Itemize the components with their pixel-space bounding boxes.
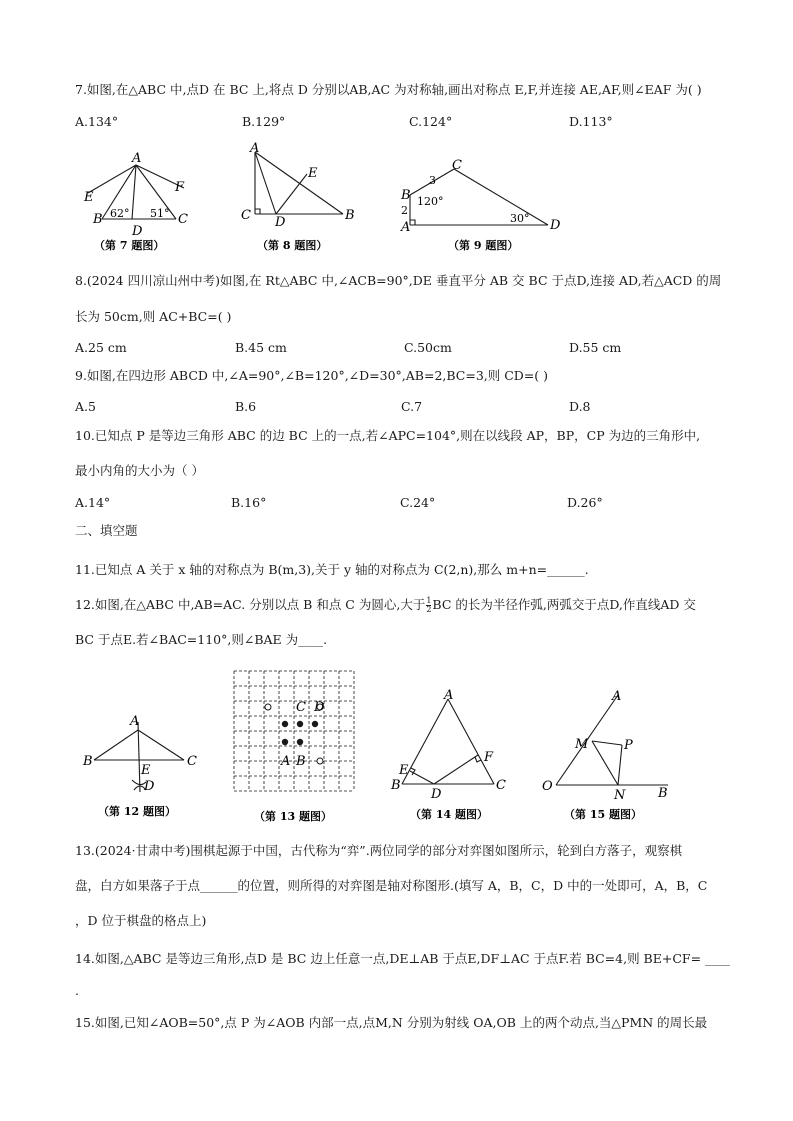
section-heading-fill-in: 二、填空题 <box>75 523 138 538</box>
fig12-label-d: D <box>144 779 155 794</box>
q10-option-c: C.24° <box>400 495 436 510</box>
q12-frac-numerator: 1 <box>426 596 432 605</box>
figure-7 <box>80 145 200 257</box>
q12-line1-part-b: BC 的长为半径作弧,两弧交于点D,作直线AD 交 <box>432 597 696 612</box>
fig9-label-d: D <box>550 218 561 233</box>
fig14-label-e: E <box>399 763 409 778</box>
fig8-label-a: A <box>250 141 260 156</box>
figure-12 <box>80 708 210 823</box>
figure-15 <box>536 685 676 825</box>
fig15-label-b: B <box>658 786 668 801</box>
fig12-caption: （第 12 题图） <box>98 805 176 818</box>
fig14-label-a: A <box>444 688 454 703</box>
q10-option-d: D.26° <box>567 495 603 510</box>
q9-text: 9.如图,在四边形 ABCD 中,∠A=90°,∠B=120°,∠D=30°,AB=2,BC=3,则 CD=( ) <box>75 368 549 383</box>
fig13-label-a: A <box>281 754 291 769</box>
fig15-caption: （第 15 题图） <box>564 808 642 821</box>
fig8-label-d: D <box>275 215 286 230</box>
q10-text-line1: 10.已知点 P 是等边三角形 ABC 的边 BC 上的一点,若∠APC=104°,则在以线段 AP，BP，CP 为边的三角形中, <box>75 428 701 443</box>
fig12-label-c: C <box>187 754 197 769</box>
fig14-label-d: D <box>431 787 442 802</box>
q12-text-line2: BC 于点E.若∠BAC=110°,则∠BAE 为____. <box>75 632 328 647</box>
q8-option-a: A.25 cm <box>75 340 127 355</box>
q8-option-b: B.45 cm <box>235 340 287 355</box>
fig15-label-o: O <box>542 779 553 794</box>
fig15-label-n: N <box>614 788 626 803</box>
fig7-label-f: F <box>175 180 185 195</box>
figure-14 <box>388 685 513 825</box>
q8-option-d: D.55 cm <box>569 340 622 355</box>
fig15-label-a: A <box>612 689 622 704</box>
q10-option-a: A.14° <box>75 495 111 510</box>
q12-line1-part-a: 12.如图,在△ABC 中,AB=AC. 分别以点 B 和点 C 为圆心,大于 <box>75 597 426 612</box>
fig13-label-d: D <box>314 700 325 715</box>
q13-text-line2: 盘，白方如果落子于点______的位置，则所得的对弈图是轴对称图形.(填写 A，B，C，D 中的一处即可，A，B，C <box>75 878 708 893</box>
figure-8 <box>235 140 365 257</box>
fig8-label-c: C <box>241 208 251 223</box>
fig13-caption: （第 13 题图） <box>254 810 332 823</box>
q14-text-line1: 14.如图,△ABC 是等边三角形,点D 是 BC 边上任意一点,DE⊥AB 于点E,DF⊥AC 于点F.若 BC=4,则 BE+CF= ____ <box>75 951 731 966</box>
figure-9 <box>398 155 568 257</box>
q9-option-c: C.7 <box>401 399 423 414</box>
fig7-angle-c: 51° <box>150 207 170 220</box>
fig8-label-e: E <box>308 166 318 181</box>
q9-option-d: D.8 <box>569 399 591 414</box>
q10-text-line2: 最小内角的大小为（ ） <box>75 463 204 478</box>
fig8-caption: （第 8 题图） <box>257 239 328 252</box>
fig14-label-b: B <box>391 778 401 793</box>
q9-option-a: A.5 <box>75 399 96 414</box>
q15-text: 15.如图,已知∠AOB=50°,点 P 为∠AOB 内部一点,点M,N 分别为射线 OA,OB 上的两个动点,当△PMN 的周长最 <box>75 1015 708 1030</box>
q12-fraction-half <box>426 597 431 614</box>
q13-text-line3: ，D 位于棋盘的格点上) <box>75 913 207 928</box>
q7-text: 7.如图,在△ABC 中,点D 在 BC 上,将点 D 分别以AB,AC 为对称轴,画出对称点 E,F,并连接 AE,AF,则∠EAF 为( ) <box>75 82 702 97</box>
fig12-label-b: B <box>83 754 93 769</box>
fig15-label-m: M <box>575 737 589 752</box>
fig13-label-b: B <box>296 754 306 769</box>
fig7-label-c: C <box>178 212 188 227</box>
q10-option-b: B.16° <box>231 495 267 510</box>
fig7-caption: （第 7 题图） <box>94 239 165 252</box>
fig9-caption: （第 9 题图） <box>448 239 519 252</box>
fig12-label-a: A <box>130 714 140 729</box>
q7-option-c: C.124° <box>409 114 453 129</box>
fig12-label-e: E <box>141 763 151 778</box>
q8-text-line2: 长为 50cm,则 AC+BC=( ) <box>75 309 232 324</box>
fig14-label-f: F <box>484 750 494 765</box>
q13-text-line1: 13.(2024·甘肃中考)围棋起源于中国，古代称为“弈”.两位同学的部分对弈图如图所示，轮到白方落子，观察棋 <box>75 843 683 858</box>
fig15-label-p: P <box>624 738 633 753</box>
fig9-angle-d: 30° <box>510 212 530 225</box>
q9-option-b: B.6 <box>235 399 257 414</box>
fig9-label-b: B <box>401 188 411 203</box>
fig14-caption: （第 14 题图） <box>410 808 488 821</box>
fig7-label-a: A <box>132 151 142 166</box>
fig9-side-ab: 2 <box>401 204 408 217</box>
fig13-label-c: C <box>296 700 306 715</box>
q7-option-b: B.129° <box>242 114 286 129</box>
q12-frac-denominator: 2 <box>426 605 432 614</box>
q11-text: 11.已知点 A 关于 x 轴的对称点为 B(m,3),关于 y 轴的对称点为 C(2,n),那么 m+n=______. <box>75 562 589 577</box>
fig9-angle-b: 120° <box>417 195 444 208</box>
fig9-label-c: C <box>452 158 462 173</box>
q7-option-d: D.113° <box>569 114 613 129</box>
fig7-label-d: D <box>132 224 143 239</box>
q8-text-line1: 8.(2024 四川凉山州中考)如图,在 Rt△ABC 中,∠ACB=90°,DE 垂直平分 AB 交 BC 于点D,连接 AD,若△ACD 的周 <box>75 273 722 288</box>
q8-option-c: C.50cm <box>404 340 452 355</box>
fig7-label-b: B <box>93 212 103 227</box>
fig9-side-bc: 3 <box>429 174 436 187</box>
fig7-label-e: E <box>84 190 94 205</box>
fig8-label-b: B <box>345 208 355 223</box>
q7-option-a: A.134° <box>75 114 119 129</box>
fig14-label-c: C <box>496 778 506 793</box>
fig9-label-a: A <box>401 220 411 235</box>
fig7-angle-b: 62° <box>110 207 130 220</box>
q14-text-line2: . <box>75 983 79 998</box>
figure-13 <box>228 665 363 828</box>
q12-text-line1 <box>75 596 696 614</box>
